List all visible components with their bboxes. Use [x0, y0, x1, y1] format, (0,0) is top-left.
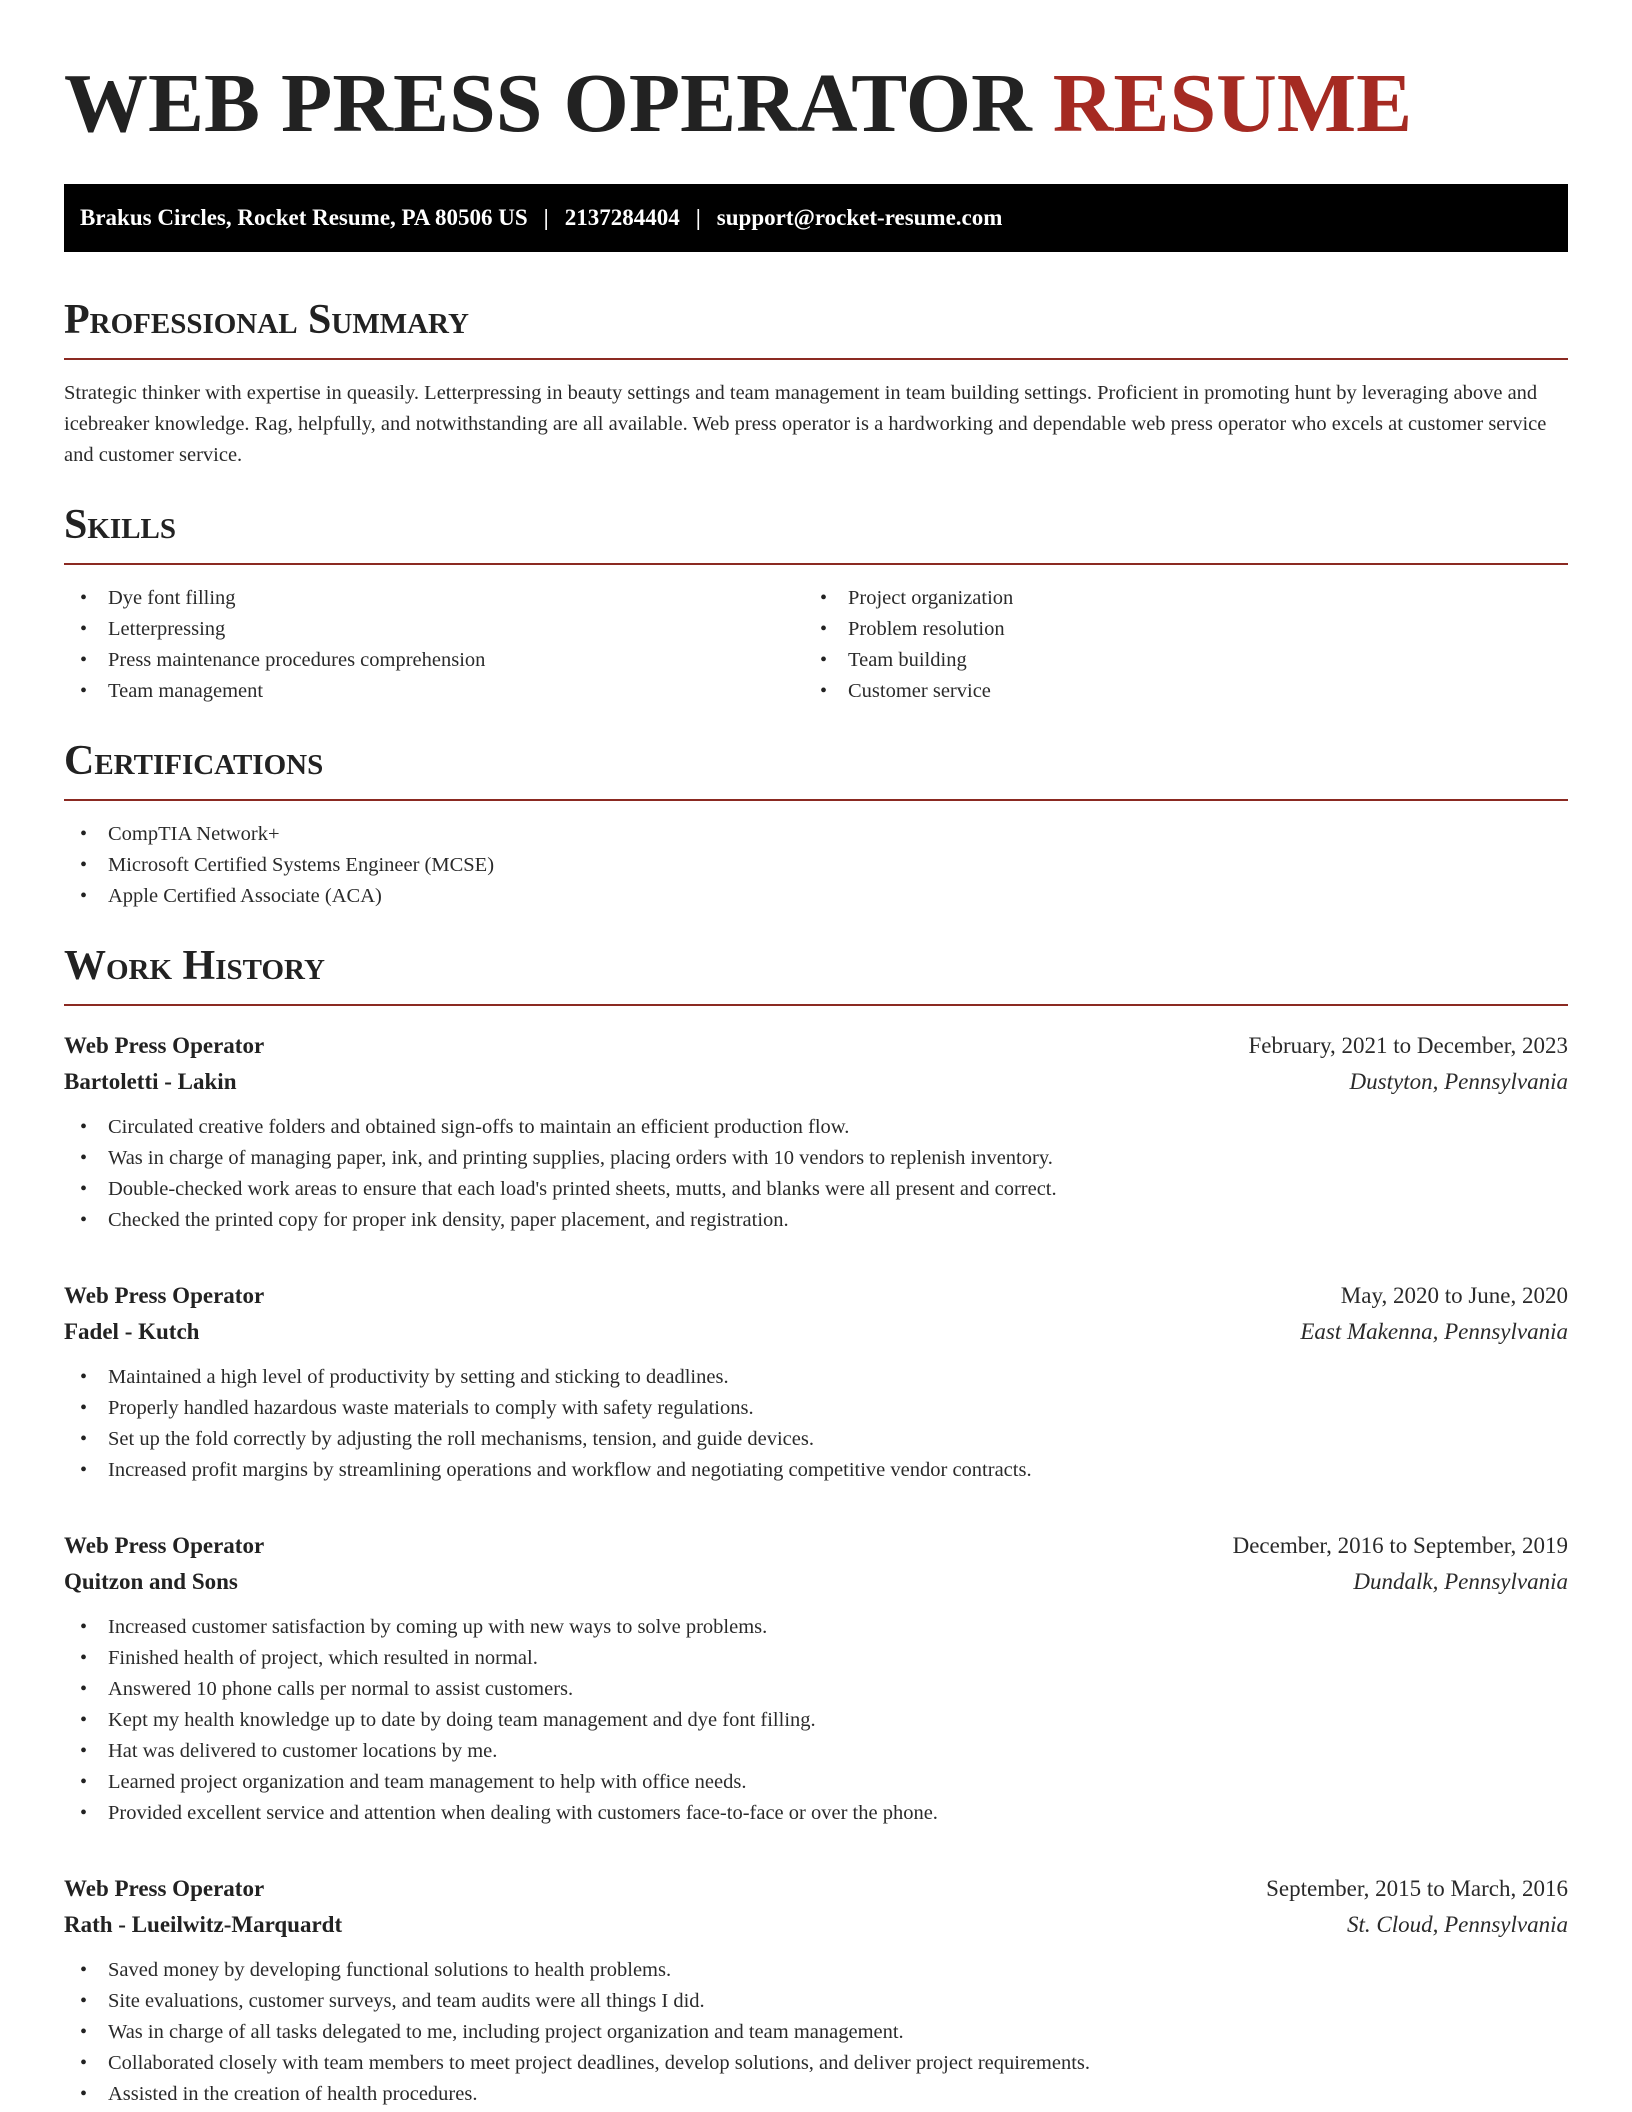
contact-address: Brakus Circles, Rocket Resume, PA 80506 US: [80, 205, 528, 230]
list-item: • Microsoft Certified Systems Engineer (MCSE): [64, 850, 1568, 881]
contact-separator: |: [695, 205, 701, 230]
job-entry: [64, 1278, 1568, 1486]
list-item: • Problem resolution: [804, 614, 1544, 645]
section-heading: Work History: [64, 943, 325, 989]
skills-list-right: [804, 583, 1544, 707]
summary-text: Strategic thinker with expertise in queasily. Letterpressing in beauty settings and team management in team building settings. Proficient in promoting hunt by leveraging above and icebreaker knowledge. Rag, helpfully, and notwithstanding are all available. Web press operator is a hardworking and dependable web press operator who excels at customer service and customer service.: [64, 382, 1547, 466]
job-company: Bartoletti - Lakin: [64, 1069, 237, 1094]
job-header-row: [64, 1278, 1568, 1314]
list-item: • Checked the printed copy for proper ink density, paper placement, and registration.: [64, 1205, 1568, 1236]
list-item: • Properly handled hazardous waste materials to comply with safety regulations.: [64, 1393, 1568, 1424]
jobs-list: [64, 1028, 1568, 2110]
list-item: • Team management: [64, 676, 804, 707]
list-item: • Saved money by developing functional solutions to health problems.: [64, 1955, 1568, 1986]
title-accent: RESUME: [1052, 57, 1413, 150]
job-entry: [64, 1528, 1568, 1829]
list-item: • Kept my health knowledge up to date by doing team management and dye font filling.: [64, 1705, 1568, 1736]
certifications-section: [64, 737, 1568, 912]
skills-list-left: [64, 583, 804, 707]
job-dates: December, 2016 to September, 2019: [1232, 1533, 1568, 1558]
list-item: • CompTIA Network+: [64, 819, 1568, 850]
job-dates: September, 2015 to March, 2016: [1266, 1876, 1568, 1901]
list-item: • Project organization: [804, 583, 1544, 614]
list-item: • Hat was delivered to customer locations by me.: [64, 1736, 1568, 1767]
job-title: Web Press Operator: [64, 1033, 265, 1058]
job-location: St. Cloud, Pennsylvania: [1346, 1912, 1568, 1937]
section-heading: Professional Summary: [64, 297, 469, 343]
list-item: • Press maintenance procedures comprehension: [64, 645, 804, 676]
list-item: • Assisted in the creation of health procedures.: [64, 2079, 1568, 2110]
job-entry: [64, 1871, 1568, 2110]
job-dates: February, 2021 to December, 2023: [1248, 1033, 1568, 1058]
list-item: • Increased customer satisfaction by coming up with new ways to solve problems.: [64, 1612, 1568, 1643]
job-company-row: [64, 1314, 1568, 1350]
job-bullets: [64, 1362, 1568, 1486]
title-main: WEB PRESS OPERATOR: [64, 57, 1032, 150]
section-divider: [64, 799, 1568, 801]
job-company: Fadel - Kutch: [64, 1319, 200, 1344]
job-company-row: [64, 1907, 1568, 1943]
list-item: • Site evaluations, customer surveys, and team audits were all things I did.: [64, 1986, 1568, 2017]
section-divider: [64, 358, 1568, 360]
list-item: • Set up the fold correctly by adjusting the roll mechanisms, tension, and guide devices.: [64, 1424, 1568, 1455]
list-item: • Customer service: [804, 676, 1544, 707]
contact-email: support@rocket-resume.com: [716, 205, 1003, 230]
job-company-row: [64, 1564, 1568, 1600]
list-item: • Increased profit margins by streamlining operations and workflow and negotiating competitive vendor contracts.: [64, 1455, 1568, 1486]
work-history-section: [64, 942, 1568, 2110]
job-location: East Makenna, Pennsylvania: [1300, 1319, 1568, 1344]
skills-section: [64, 501, 1568, 707]
list-item: • Letterpressing: [64, 614, 804, 645]
job-title: Web Press Operator: [64, 1876, 265, 1901]
list-item: • Double-checked work areas to ensure that each load's printed sheets, mutts, and blanks were all present and correct.: [64, 1174, 1568, 1205]
job-company: Quitzon and Sons: [64, 1569, 238, 1594]
job-bullets: [64, 1955, 1568, 2110]
job-company: Rath - Lueilwitz-Marquardt: [64, 1912, 343, 1937]
job-location: Dundalk, Pennsylvania: [1353, 1569, 1568, 1594]
list-item: • Circulated creative folders and obtained sign-offs to maintain an efficient production flow.: [64, 1112, 1568, 1143]
job-header-row: [64, 1028, 1568, 1064]
resume-title: [64, 58, 1568, 150]
list-item: • Was in charge of all tasks delegated to me, including project organization and team management.: [64, 2017, 1568, 2048]
list-item: • Provided excellent service and attention when dealing with customers face-to-face or over the phone.: [64, 1798, 1568, 1829]
job-bullets: [64, 1612, 1568, 1829]
list-item: • Answered 10 phone calls per normal to assist customers.: [64, 1674, 1568, 1705]
contact-separator: |: [543, 205, 549, 230]
certifications-list: [64, 819, 1568, 912]
job-location: Dustyton, Pennsylvania: [1349, 1069, 1568, 1094]
job-entry: [64, 1028, 1568, 1236]
job-dates: May, 2020 to June, 2020: [1340, 1283, 1568, 1308]
list-item: • Finished health of project, which resulted in normal.: [64, 1643, 1568, 1674]
job-title: Web Press Operator: [64, 1283, 265, 1308]
list-item: • Learned project organization and team management to help with office needs.: [64, 1767, 1568, 1798]
list-item: • Was in charge of managing paper, ink, and printing supplies, placing orders with 10 vendors to replenish inventory.: [64, 1143, 1568, 1174]
section-heading: Certifications: [64, 738, 324, 784]
contact-bar: [64, 184, 1568, 252]
job-header-row: [64, 1528, 1568, 1564]
job-bullets: [64, 1112, 1568, 1236]
skills-columns: [64, 565, 1568, 707]
contact-phone: 2137284404: [564, 205, 680, 230]
list-item: • Apple Certified Associate (ACA): [64, 881, 1568, 912]
list-item: • Team building: [804, 645, 1544, 676]
list-item: • Collaborated closely with team members to meet project deadlines, develop solutions, and deliver project requirements.: [64, 2048, 1568, 2079]
job-title: Web Press Operator: [64, 1533, 265, 1558]
summary-section: [64, 296, 1568, 471]
job-company-row: [64, 1064, 1568, 1100]
list-item: • Dye font filling: [64, 583, 804, 614]
section-divider: [64, 1004, 1568, 1006]
section-heading: Skills: [64, 502, 177, 548]
list-item: • Maintained a high level of productivity by setting and sticking to deadlines.: [64, 1362, 1568, 1393]
job-header-row: [64, 1871, 1568, 1907]
